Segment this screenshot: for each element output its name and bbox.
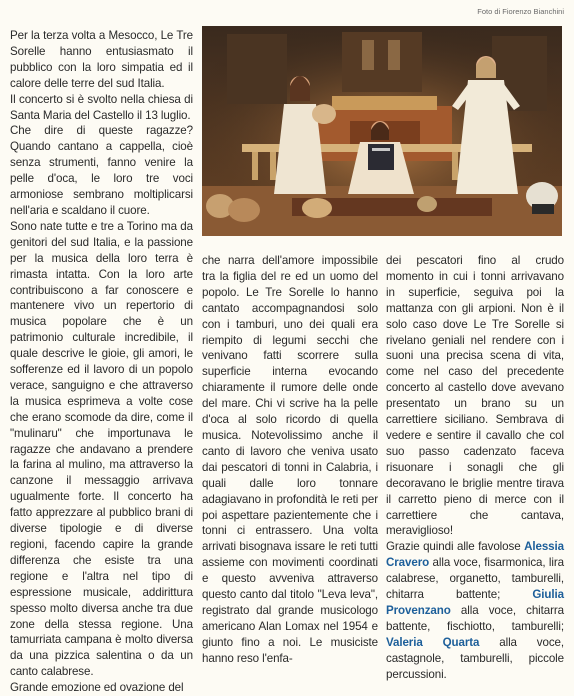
- article-column-3: [386, 253, 564, 682]
- photo-credit: Foto di Fiorenzo Bianchini: [477, 7, 564, 16]
- paragraph: Sono nate tutte e tre a Torino ma da genitori del sud Italia, e la passione per la musica della loro terra è rimasta intatta. Con la loro arte contribuiscono a far conoscere e mantenere vivo un repertorio di musica popolare che è un patrimonio culturale incredibile, il quale descrive le gioie, gli amori, le sofferenze ed il lavoro di un popolo verace, sanguigno e che attraverso la musica esprimeva a volte cose che erano scomode da dire, come il "mulinaru" che importunava le ragazze che andavano a prendere la farina al mulino, ma attraverso la canzone il messaggio arrivava ugualmente forte. Il concerto ha fatto apprezzare al pubblico brani di diverse tipologie e di diverse regioni, facendo capire la grande differenza che esiste tra una regione e l'altra nel tipo di espressione musicale, addirittura spesso molto diversa anche tra due zone della stessa regione. Una tamurriata campana è molto diversa da una pizzica salentina o da un canto calabrese.: [10, 219, 193, 679]
- paragraph: che narra dell'amore impossibile tra la figlia del re ed un uomo del popolo. Le Tre Sorelle lo hanno cantato accompagnandosi solo con i tamburi, uno dei quali era riempito di legumi secchi che venivano fatti scorrere sulla superficie interna evocando chiaramente il rumore delle onde del mare. Chi vi scrive ha la pelle d'oca al solo ricordo di quella musica. Notevolissimo anche il canto di lavoro che veniva usato dai pescatori di tonni in Calabria, i quali dalle loro tonnare adagiavano in profondità le reti per poi aspettare pazientemente che i tonni ci entrassero. Una volta arrivati bisognava issare le reti tutti assieme con movimenti coordinati e questo avveniva attraverso questo canto dal titolo "Leva leva", registrato dal grande musicologo americano Alan Lomax nel 1954 e giunto fino a noi. Le musiciste hanno reso l'enfa-: [202, 254, 378, 665]
- paragraph: Grande emozione ed ovazione del: [10, 681, 184, 695]
- musician-role: alla voce, castagnole, tamburelli, piccole percussioni.: [386, 635, 564, 681]
- musician-name-giulia: Giulia Provenzano: [386, 588, 564, 617]
- paragraph: Per la terza volta a Mesocco, Le Tre Sorelle hanno entusiasmato il pubblico con la loro simpatia ed il calore delle terre del sud Italia.: [10, 29, 193, 90]
- credits-intro: Grazie quindi alle favolose: [386, 540, 525, 554]
- paragraph: dei pescatori fino al crudo momento in cui i tonni arrivavano in superficie, seguiva poi la mattanza con gli arpioni. Non è il solo caso dove Le Tre Sorelle si rivelano geniali nel rendere con i suoni una precisa scena di vita, come nel caso del precedente concerto al castello dove avevano presentato un brano su un carrettiere siciliano. Sembrava di vedere e sentire il cavallo che col suo passo cadenzato faceva risuonare i sonagli che gli decoravano le briglie mentre tirava il carretto pieno di merce con il carrettiere che cantava, meraviglioso!: [386, 254, 564, 538]
- concert-photo-illustration: [202, 26, 562, 236]
- musician-role: alla voce, chitarra battente, fischiotto, tamburelli;: [386, 603, 564, 633]
- concert-photo: [202, 26, 562, 236]
- article-column-1: [10, 28, 193, 696]
- musician-role: alla voce, fisarmonica, lira calabrese, organetto, tamburelli, chitarra battente;: [386, 556, 564, 602]
- musician-name-alessia: Alessia Cravero: [386, 540, 564, 570]
- credits-paragraph: [386, 539, 564, 682]
- paragraph: Che dire di queste ragazze? Quando cantano a cappella, cioè senza strumenti, fanno venire la pelle d'oca, le loro tre voci armoniose sembrano moltiplicarsi nell'aria e scaldano il cuore.: [10, 124, 193, 217]
- article-column-2: [202, 253, 378, 667]
- paragraph: Il concerto si è svolto nella chiesa di Santa Maria del Castello il 13 luglio.: [10, 92, 193, 122]
- musician-name-valeria: Valeria Quarta: [386, 635, 480, 649]
